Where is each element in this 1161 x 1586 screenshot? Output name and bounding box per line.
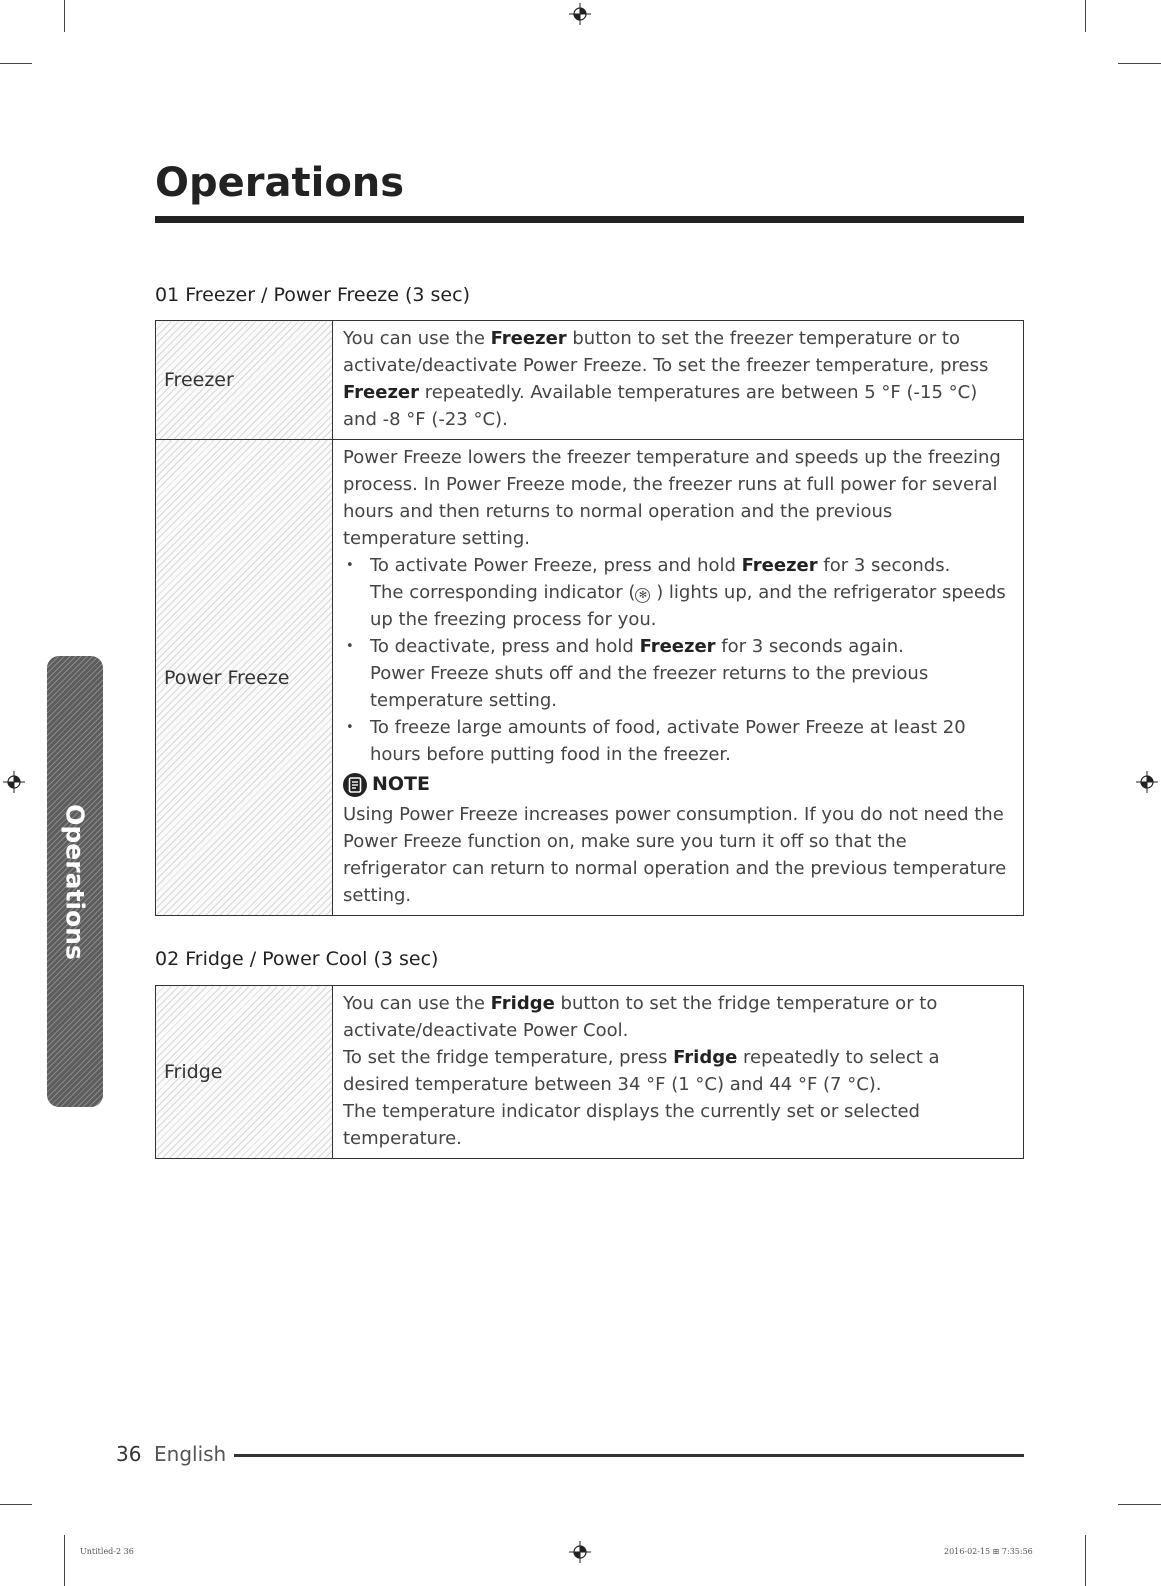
text-segment: To set the fridge temperature, press (343, 1047, 674, 1068)
text-segment: Power Freeze shuts off and the freezer returns to the previous temperature setting. (370, 663, 929, 711)
side-tab-label: Operations (60, 803, 90, 960)
registration-mark-icon (3, 771, 25, 793)
text-segment: button to set the freezer temperature or to activate/deactivate Power Freeze. To set the freezer temperature, press (343, 328, 989, 376)
crop-mark (64, 1535, 65, 1586)
text-segment: ) lights up, and the refrigerator speeds up the freezing process for you. (370, 582, 1006, 630)
text-segment: The corresponding indicator ( (370, 582, 636, 603)
crop-mark (64, 0, 65, 32)
text-segment: repeatedly to select a desired temperature between 34 °F (1 °C) and 44 °F (7 °C). (343, 1047, 940, 1095)
row-label-power-freeze: Power Freeze (156, 440, 333, 916)
power-freeze-intro: Power Freeze lowers the freezer temperature and speeds up the freezing process. In Power Freeze mode, the freezer runs at full power for several hours and then returns to normal operation and the previous temperature setting. (343, 447, 1001, 549)
button-name: Freezer (343, 382, 419, 403)
text-segment: To deactivate, press and hold (370, 636, 640, 657)
text-segment: You can use the (343, 328, 491, 349)
row-description-freezer (333, 321, 1024, 440)
power-freeze-list (343, 552, 1011, 768)
print-slug-left: Untitled-2 36 (80, 1547, 134, 1556)
crop-mark (0, 63, 32, 64)
text-segment: button to set the fridge temperature or to activate/deactivate Power Cool. (343, 993, 938, 1041)
title-rule (155, 216, 1024, 223)
crop-mark (1085, 1535, 1086, 1586)
button-name: Fridge (673, 1047, 738, 1068)
footer-language: English (154, 1442, 227, 1466)
button-name: Fridge (490, 993, 555, 1014)
row-label-fridge: Fridge (156, 986, 333, 1159)
table-row (156, 321, 1024, 440)
paragraph (343, 1044, 1011, 1098)
crop-mark (1085, 0, 1086, 32)
button-name: Freezer (741, 555, 818, 576)
registration-mark-icon (569, 1541, 591, 1563)
power-freeze-indicator-icon: ✻ (635, 588, 650, 603)
footer-rule (234, 1454, 1024, 1457)
list-item: • To freeze large amounts of food, activate Power Freeze at least 20 hours before putting food in the freezer. (343, 714, 1011, 768)
registration-mark-icon (569, 3, 591, 25)
text-segment: for 3 seconds again. (715, 636, 904, 657)
crop-mark (0, 1504, 32, 1505)
text-segment: for 3 seconds. (817, 555, 951, 576)
freezer-table (155, 320, 1024, 916)
side-tab (47, 656, 103, 1107)
row-label-freezer: Freezer (156, 321, 333, 440)
paragraph (343, 990, 1011, 1044)
registration-mark-icon (1136, 771, 1158, 793)
table-row (156, 986, 1024, 1159)
button-name: Freezer (639, 636, 716, 657)
crop-mark (1118, 63, 1161, 64)
page-title: Operations (155, 160, 405, 206)
note-text: Using Power Freeze increases power consumption. If you do not need the Power Freeze function on, make sure you turn it off so that the refrigerator can return to normal operation and the previous temperature setting. (343, 804, 1007, 906)
text-segment: repeatedly. Available temperatures are between 5 °F (-15 °C) and -8 °F (-23 °C). (343, 382, 978, 430)
print-slug-right: 2016-02-15 ⊞ 7:35:56 (944, 1547, 1033, 1556)
note-label: NOTE (372, 773, 430, 795)
section-heading-freezer: 01 Freezer / Power Freeze (3 sec) (155, 284, 470, 306)
text-segment: To activate Power Freeze, press and hold (370, 555, 742, 576)
row-description-fridge (333, 986, 1024, 1159)
list-item (343, 552, 1011, 633)
note-icon (343, 773, 367, 797)
row-description-power-freeze (333, 440, 1024, 916)
text-segment: You can use the (343, 993, 491, 1014)
paragraph: The temperature indicator displays the currently set or selected temperature. (343, 1101, 920, 1149)
section-heading-fridge: 02 Fridge / Power Cool (3 sec) (155, 948, 439, 970)
button-name: Freezer (490, 328, 567, 349)
crop-mark (1118, 1504, 1161, 1505)
page-number: 36 (116, 1442, 142, 1466)
fridge-table (155, 985, 1024, 1159)
table-row (156, 440, 1024, 916)
note-header (343, 771, 1011, 798)
list-item (343, 633, 1011, 714)
